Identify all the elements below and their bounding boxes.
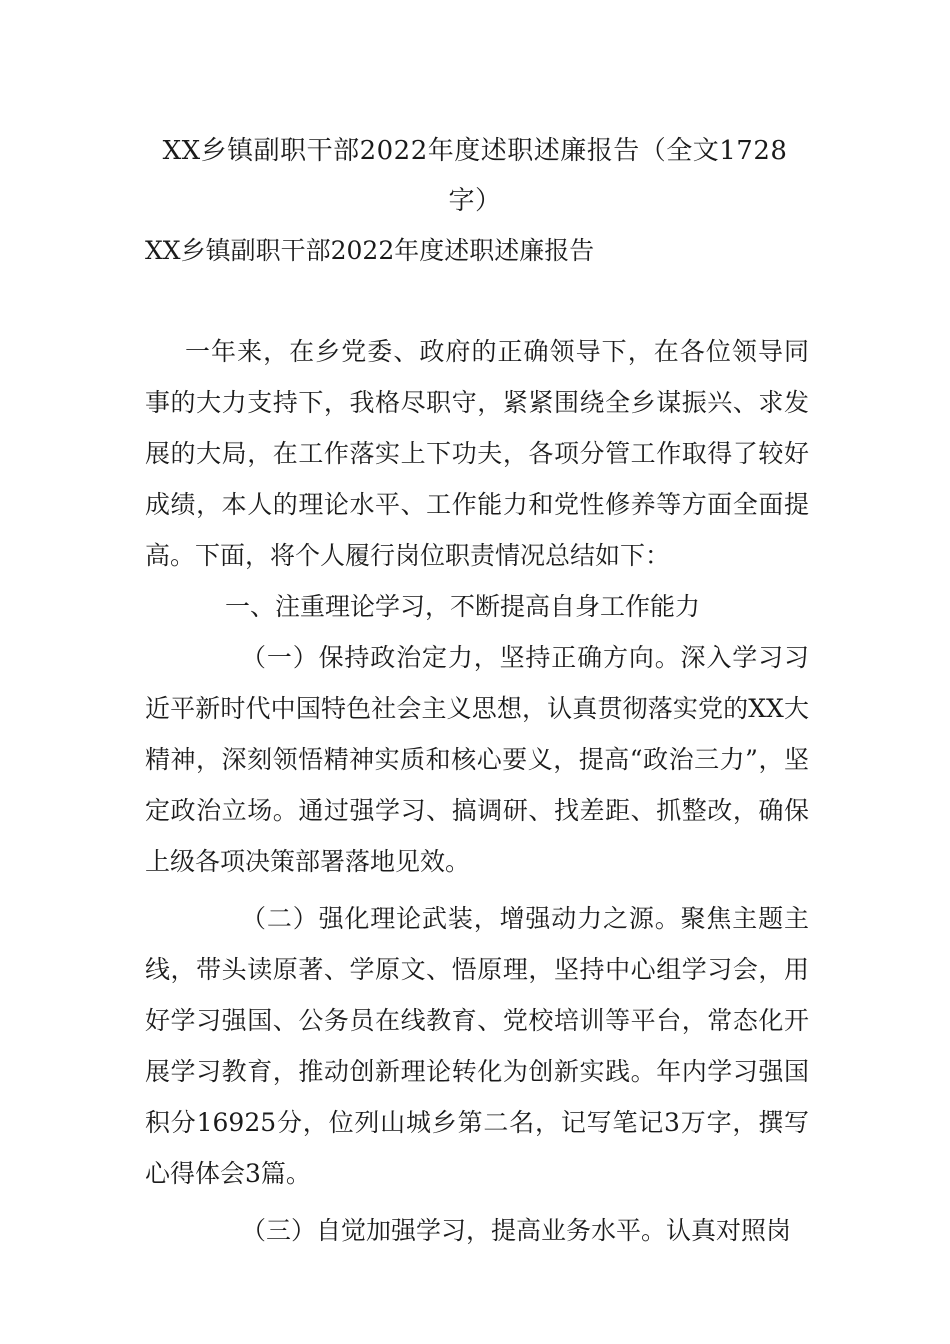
- section-heading-1: 一、注重理论学习，不断提高自身工作能力: [225, 592, 701, 621]
- document-title: XX乡镇副职干部2022年度述职述廉报告（全文1728字）: [162, 136, 788, 216]
- document-subtitle: XX乡镇副职干部2022年度述职述廉报告: [145, 236, 595, 265]
- subsection-paragraph-1: （一）保持政治定力，坚持正确方向。深入学习习近平新时代中国特色社会主义思想，认真贯彻落实党的XX大精神，深刻领悟精神实质和核心要义，提高“政治三力”，坚定政治立场。通过强学习、搞调研、找差距、抓整改，确保上级各项决策部署落地见效。: [145, 643, 809, 876]
- subsection-paragraph-3: （三）自觉加强学习，提高业务水平。认真对照岗: [241, 1216, 792, 1245]
- intro-paragraph: 一年来，在乡党委、政府的正确领导下，在各位领导同事的大力支持下，我格尽职守，紧紧围绕全乡谋振兴、求发展的大局，在工作落实上下功夫，各项分管工作取得了较好成绩，本人的理论水平、工作能力和党性修养等方面全面提高。下面，将个人履行岗位职责情况总结如下：: [145, 337, 809, 570]
- document-body: [145, 326, 809, 1256]
- subsection-paragraph-2: （二）强化理论武装，增强动力之源。聚焦主题主线，带头读原著、学原文、悟原理，坚持中心组学习会，用好学习强国、公务员在线教育、党校培训等平台，常态化开展学习教育，推动创新理论转化为创新实践。年内学习强国积分16925分，位列山城乡第二名，记写笔记3万字，撰写心得体会3篇。: [145, 904, 809, 1188]
